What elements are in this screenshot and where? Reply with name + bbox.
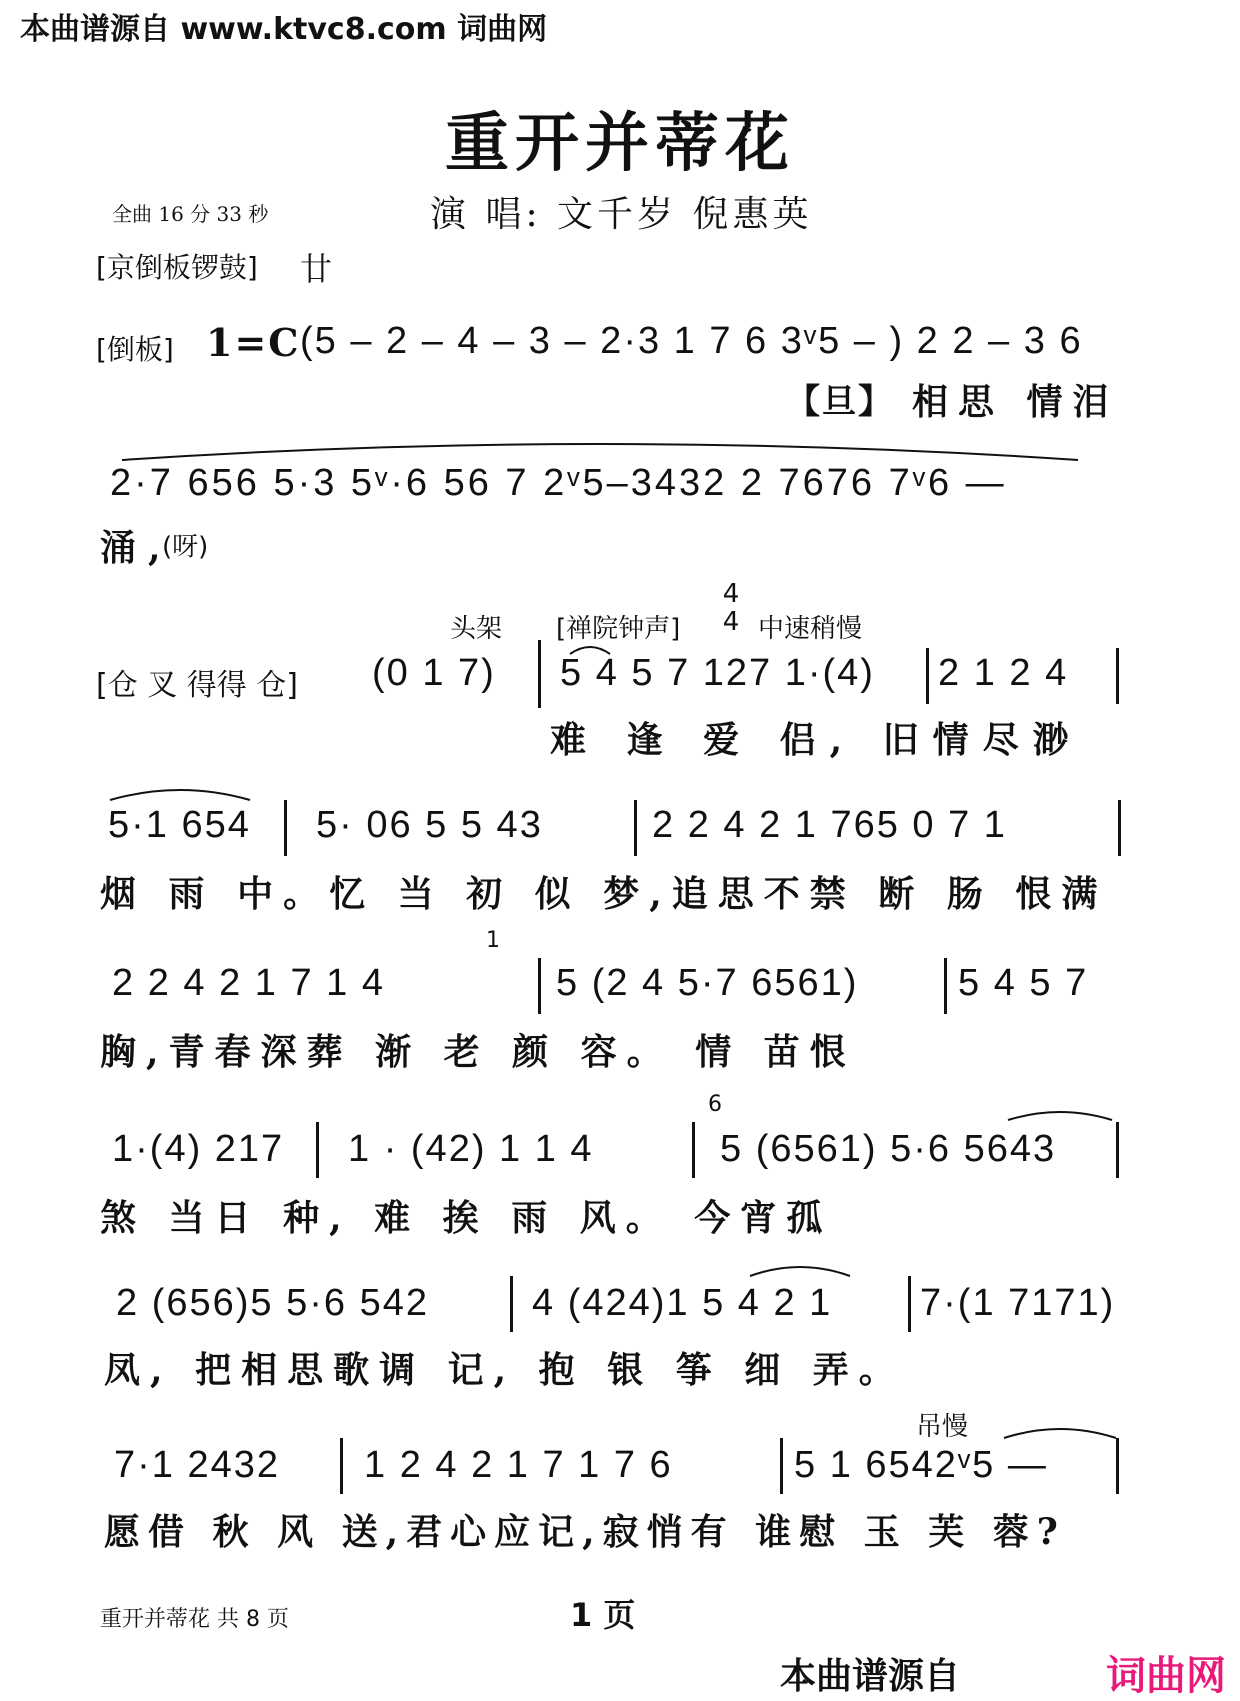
source-stamp: 本曲谱源自: [780, 1656, 961, 1697]
time-sig-bottom: 4: [722, 607, 740, 637]
line6-notes-c: 5 (6561) 5·6 5643: [720, 1128, 1057, 1170]
line7-notes-a: 2 (656)5 5·6 542: [116, 1282, 429, 1324]
singers: 演 唱: 文千岁 倪惠英: [430, 194, 813, 235]
intro-notes: (5 – 2 – 4 – 3 – 2·3 1 7 6 3ᵛ5 – ) 2 2 – 3 6: [300, 320, 1083, 362]
intro-lyric: 相思 情泪: [912, 381, 1119, 423]
line7-notes-c: 7·(1 7171): [920, 1282, 1116, 1324]
key-signature: 1=C: [206, 320, 301, 365]
line6-lyric: 煞 当日 种, 难 挨 雨 风。 今宵孤: [100, 1197, 833, 1239]
line8-notes-c: 5 1 6542ᵛ5 —: [794, 1444, 1048, 1486]
line5-notes-a: 2 2 4 2 1 7 1 4: [112, 962, 385, 1004]
line2-lyric: 涌,: [100, 527, 173, 569]
gong-label: [京倒板锣鼓]: [96, 251, 258, 284]
line6-grace-note: 6: [708, 1092, 722, 1117]
gong-mark: 廿: [300, 250, 333, 288]
line7-lyric: 凤, 把相思歌调 记, 抱 银 筝 细 弄。: [104, 1349, 905, 1391]
line7-notes-b: 4 (424)1 5 4 2 1: [532, 1282, 833, 1324]
chanyuan-label: [禅院钟声]: [556, 614, 681, 644]
daoban-label: [倒板]: [96, 333, 174, 366]
time-sig-top: 4: [722, 579, 740, 609]
line5-lyric: 胸,青春深葬 渐 老 颜 容。 情 苗恨: [100, 1031, 856, 1073]
line2-notes: 2·7 656 5·3 5ᵛ·6 56 7 2ᵛ5–3432 2 7676 7ᵛ6 —: [110, 462, 1007, 504]
brand-logo: 词曲网: [1106, 1653, 1226, 1699]
line8-notes-b: 1 2 4 2 1 7 1 7 6: [364, 1444, 673, 1486]
toujia-label: 头架: [450, 614, 503, 644]
line5-notes-b: 5 (2 4 5·7 6561): [556, 962, 859, 1004]
line5-grace-note: 1: [486, 928, 500, 953]
line4-notes-a: 5·1 654: [108, 804, 251, 846]
line2-aside: (呀): [162, 532, 209, 562]
line4-notes-b: 5· 06 5 5 43: [316, 804, 543, 846]
line3-lyric: 难 逢 爱 侣, 旧情尽渺: [550, 719, 1083, 761]
line4-lyric: 烟 雨 中。忆 当 初 似 梦,追思不禁 断 肠 恨满: [100, 873, 1108, 915]
line8-notes-a: 7·1 2432: [114, 1444, 281, 1486]
line6-notes-b: 1 · (42) 1 1 4: [348, 1128, 594, 1170]
line4-notes-c: 2 2 4 2 1 765 0 7 1: [652, 804, 1007, 846]
line3-notes-a: (0 1 7): [372, 652, 496, 694]
tempo-marking: 中速稍慢: [758, 614, 863, 644]
line5-notes-c: 5 4 5 7: [958, 962, 1089, 1004]
footer-title: 重开并蒂花 共 8 页: [100, 1607, 289, 1632]
source-header: 本曲谱源自 www.ktvc8.com 词曲网: [20, 12, 548, 47]
diaoman-marking: 吊慢: [916, 1412, 969, 1442]
line3-notes-b: 5 4 5 7 127 1·(4): [560, 652, 875, 694]
line6-notes-a: 1·(4) 217: [112, 1128, 285, 1170]
song-title: 重开并蒂花: [445, 106, 795, 181]
line8-lyric: 愿借 秋 风 送,君心应记,寂悄有 谁慰 玉 芙 蓉?: [104, 1511, 1066, 1553]
page-number: 1 页: [570, 1596, 636, 1634]
line3-gong: [仓 叉 得得 仓]: [96, 668, 299, 703]
line3-notes-c: 2 1 2 4: [938, 652, 1069, 694]
role-dan: 【旦】: [786, 382, 894, 422]
song-duration: 全曲 16 分 33 秒: [112, 202, 269, 226]
